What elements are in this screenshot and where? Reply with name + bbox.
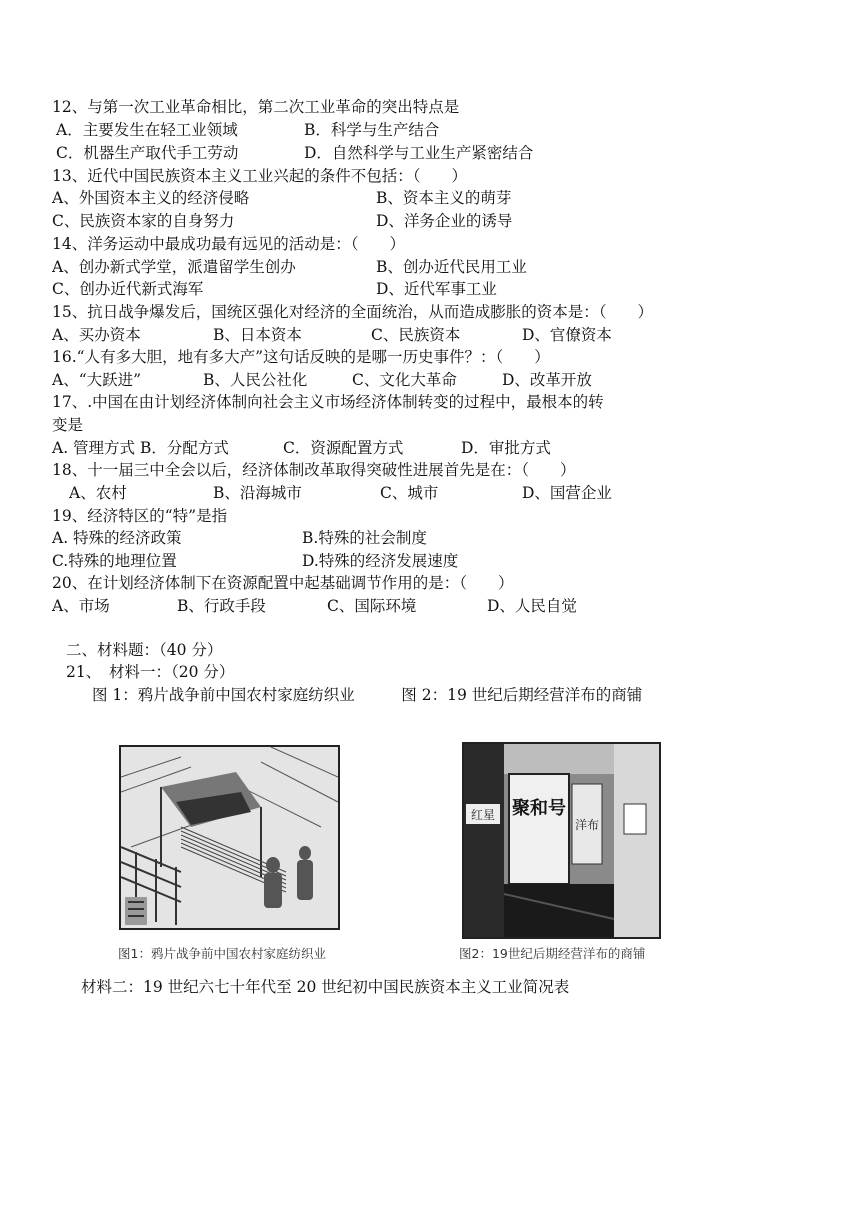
- q20-option-b: B、行政手段: [177, 597, 266, 615]
- q14-option-b: B、创办近代民用工业: [376, 258, 527, 276]
- q15-option-c: C、民族资本: [371, 326, 461, 344]
- question-17-stem-cont: 变是: [52, 416, 84, 434]
- figure-1-caption: 图1：鸦片战争前中国农村家庭纺织业: [118, 946, 326, 961]
- figure-2-sign-small: 洋布: [574, 818, 600, 832]
- q12-option-d: D．自然科学与工业生产紧密结合: [304, 144, 534, 162]
- figure-1-sketch: [121, 747, 338, 928]
- q12-option-a: A．主要发生在轻工业领域: [56, 121, 238, 139]
- q15-option-a: A、买办资本: [52, 326, 141, 344]
- q19-option-d: D.特殊的经济发展速度: [302, 552, 459, 570]
- figure-2-image: [462, 742, 661, 939]
- question-20-stem: 20、在计划经济体制下在资源配置中起基础调节作用的是：（ ）: [52, 574, 514, 592]
- q18-option-d: D、国营企业: [522, 484, 612, 502]
- q18-option-a: A、农村: [69, 484, 127, 502]
- q16-option-b: B、人民公社化: [203, 371, 308, 389]
- q20-option-d: D、人民自觉: [487, 597, 577, 615]
- material-2-heading: 材料二：19 世纪六七十年代至 20 世纪初中国民族资本主义工业简况表: [81, 978, 570, 996]
- q19-option-a: A. 特殊的经济政策: [52, 529, 182, 547]
- question-12-stem: 12、与第一次工业革命相比，第二次工业革命的突出特点是: [52, 98, 460, 116]
- q12-option-b: B．科学与生产结合: [304, 121, 440, 139]
- q20-option-c: C、国际环境: [327, 597, 417, 615]
- q20-option-a: A、市场: [52, 597, 110, 615]
- q13-option-d: D、洋务企业的诱导: [376, 212, 513, 230]
- q18-option-b: B、沿海城市: [213, 484, 302, 502]
- figure-2-sign-red: 红星: [470, 808, 496, 822]
- figure-2-caption: 图2：19世纪后期经营洋布的商铺: [459, 946, 646, 961]
- figure-titles: 图 1：鸦片战争前中国农村家庭纺织业 图 2：19 世纪后期经营洋布的商铺: [92, 686, 643, 704]
- question-21-heading: 21、 材料一：（20 分）: [66, 663, 235, 681]
- q12-option-c: C．机器生产取代手工劳动: [56, 144, 239, 162]
- q17-option-ab: A. 管理方式 B．分配方式: [52, 439, 229, 457]
- q14-option-d: D、近代军事工业: [376, 280, 497, 298]
- q16-option-a: A、“大跃进”: [52, 371, 142, 389]
- figure-2-sign-big: 聚和号: [512, 798, 566, 819]
- q17-option-c: C．资源配置方式: [283, 439, 404, 457]
- q19-option-c: C.特殊的地理位置: [52, 552, 177, 570]
- q16-option-d: D、改革开放: [502, 371, 592, 389]
- question-14-stem: 14、洋务运动中最成功最有远见的活动是：（ ）: [52, 235, 405, 253]
- q13-option-b: B、资本主义的萌芽: [376, 189, 512, 207]
- q14-option-a: A、创办新式学堂，派遣留学生创办: [52, 258, 296, 276]
- q15-option-b: B、日本资本: [213, 326, 302, 344]
- q14-option-c: C、创办近代新式海军: [52, 280, 204, 298]
- question-13-stem: 13、近代中国民族资本主义工业兴起的条件不包括：（ ）: [52, 167, 467, 185]
- q15-option-d: D、官僚资本: [522, 326, 612, 344]
- q13-option-a: A、外国资本主义的经济侵略: [52, 189, 250, 207]
- question-15-stem: 15、抗日战争爆发后，国统区强化对经济的全面统治，从而造成膨胀的资本是：（ ）: [52, 303, 653, 321]
- q16-option-c: C、文化大革命: [352, 371, 457, 389]
- figure-1-image: [119, 745, 340, 930]
- question-16-stem: 16.“人有多大胆，地有多大产”这句话反映的是哪一历史事件？：（ ）: [52, 348, 550, 366]
- question-17-stem: 17、.中国在由计划经济体制向社会主义市场经济体制转变的过程中，最根本的转: [52, 393, 604, 411]
- question-19-stem: 19、经济特区的“特”是指: [52, 507, 228, 525]
- question-18-stem: 18、十一届三中全会以后，经济体制改革取得突破性进展首先是在：（ ）: [52, 461, 576, 479]
- figure-2-photo: [464, 744, 659, 937]
- section-2-title: 二、材料题：（40 分）: [66, 641, 223, 659]
- q13-option-c: C、民族资本家的自身努力: [52, 212, 235, 230]
- q18-option-c: C、城市: [380, 484, 439, 502]
- q19-option-b: B.特殊的社会制度: [302, 529, 427, 547]
- q17-option-d: D．审批方式: [461, 439, 551, 457]
